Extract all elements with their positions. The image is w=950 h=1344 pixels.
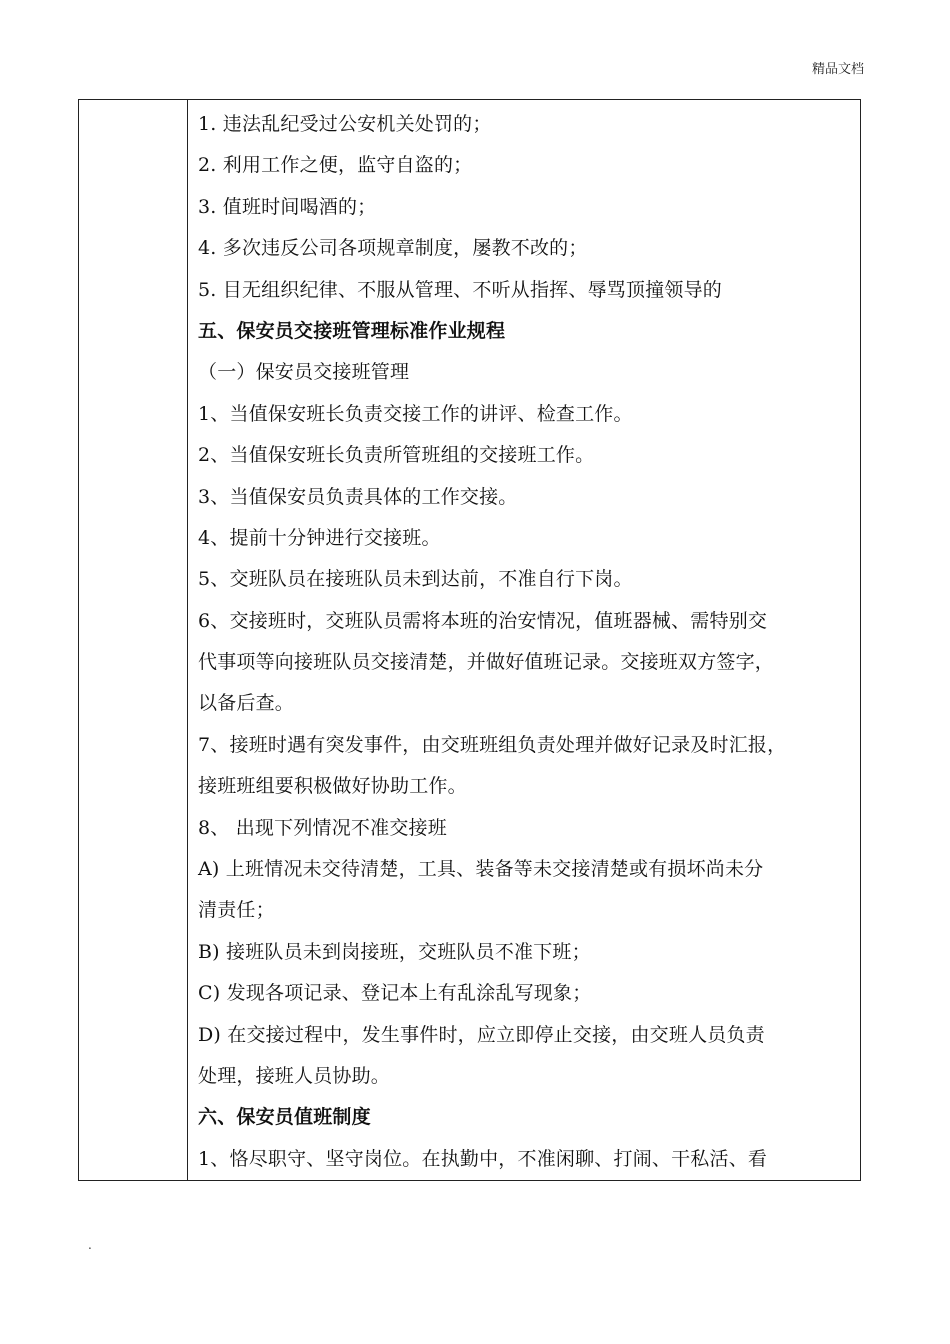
text-line: 8、 出现下列情况不准交接班 xyxy=(198,816,447,839)
text-line: （一）保安员交接班管理 xyxy=(198,361,410,384)
header-label: 精品文档 xyxy=(811,62,864,77)
text-line: 4. 多次违反公司各项规章制度，屡教不改的； xyxy=(198,237,588,260)
section-heading: 六、保安员值班制度 xyxy=(198,1106,371,1129)
footer-mark: . xyxy=(88,1238,92,1252)
text-line: 2、当值保安班长负责所管班组的交接班工作。 xyxy=(198,444,595,467)
section-heading: 五、保安员交接班管理标准作业规程 xyxy=(198,319,506,342)
text-line: C) 发现各项记录、登记本上有乱涂乱写现象； xyxy=(198,982,592,1005)
text-line: 1. 违法乱纪受过公安机关处罚的； xyxy=(198,113,492,135)
document-table xyxy=(78,99,861,1181)
text-line: 处理，接班人员协助。 xyxy=(198,1064,391,1087)
text-line: 7、接班时遇有突发事件，由交班班组负责处理并做好记录及时汇报， xyxy=(198,733,787,756)
text-line: 2. 利用工作之便，监守自盗的； xyxy=(198,154,473,177)
text-line: 3. 值班时间喝酒的； xyxy=(198,195,377,218)
text-line: 接班班组要积极做好协助工作。 xyxy=(198,775,467,798)
table-content-column xyxy=(189,104,856,1180)
text-line: 3、当值保安员负责具体的工作交接。 xyxy=(198,485,518,508)
text-line: D) 在交接过程中，发生事件时，应立即停止交接，由交班人员负责 xyxy=(198,1023,765,1046)
text-line: 5、交班队员在接班队员未到达前，不准自行下岗。 xyxy=(198,568,633,591)
text-line: 清责任； xyxy=(198,899,275,922)
text-line: 1、恪尽职守、坚守岗位。在执勤中，不准闲聊、打闹、干私活、看 xyxy=(198,1147,768,1170)
text-line: 代事项等向接班队员交接清楚，并做好值班记录。交接班双方签字， xyxy=(198,651,775,674)
text-line: 以备后查。 xyxy=(198,692,295,715)
text-line: 1、当值保安班长负责交接工作的讲评、检查工作。 xyxy=(198,402,633,425)
table-left-column xyxy=(79,100,188,1180)
text-line: 5. 目无组织纪律、不服从管理、不听从指挥、辱骂顶撞领导的 xyxy=(198,278,722,301)
text-line: B) 接班队员未到岗接班，交班队员不准下班； xyxy=(198,940,591,963)
text-line: A) 上班情况未交待清楚，工具、装备等未交接清楚或有损坏尚未分 xyxy=(198,858,764,881)
text-line: 4、提前十分钟进行交接班。 xyxy=(198,526,441,549)
text-line: 6、交接班时，交班队员需将本班的治安情况，值班器械、需特别交 xyxy=(198,609,768,632)
